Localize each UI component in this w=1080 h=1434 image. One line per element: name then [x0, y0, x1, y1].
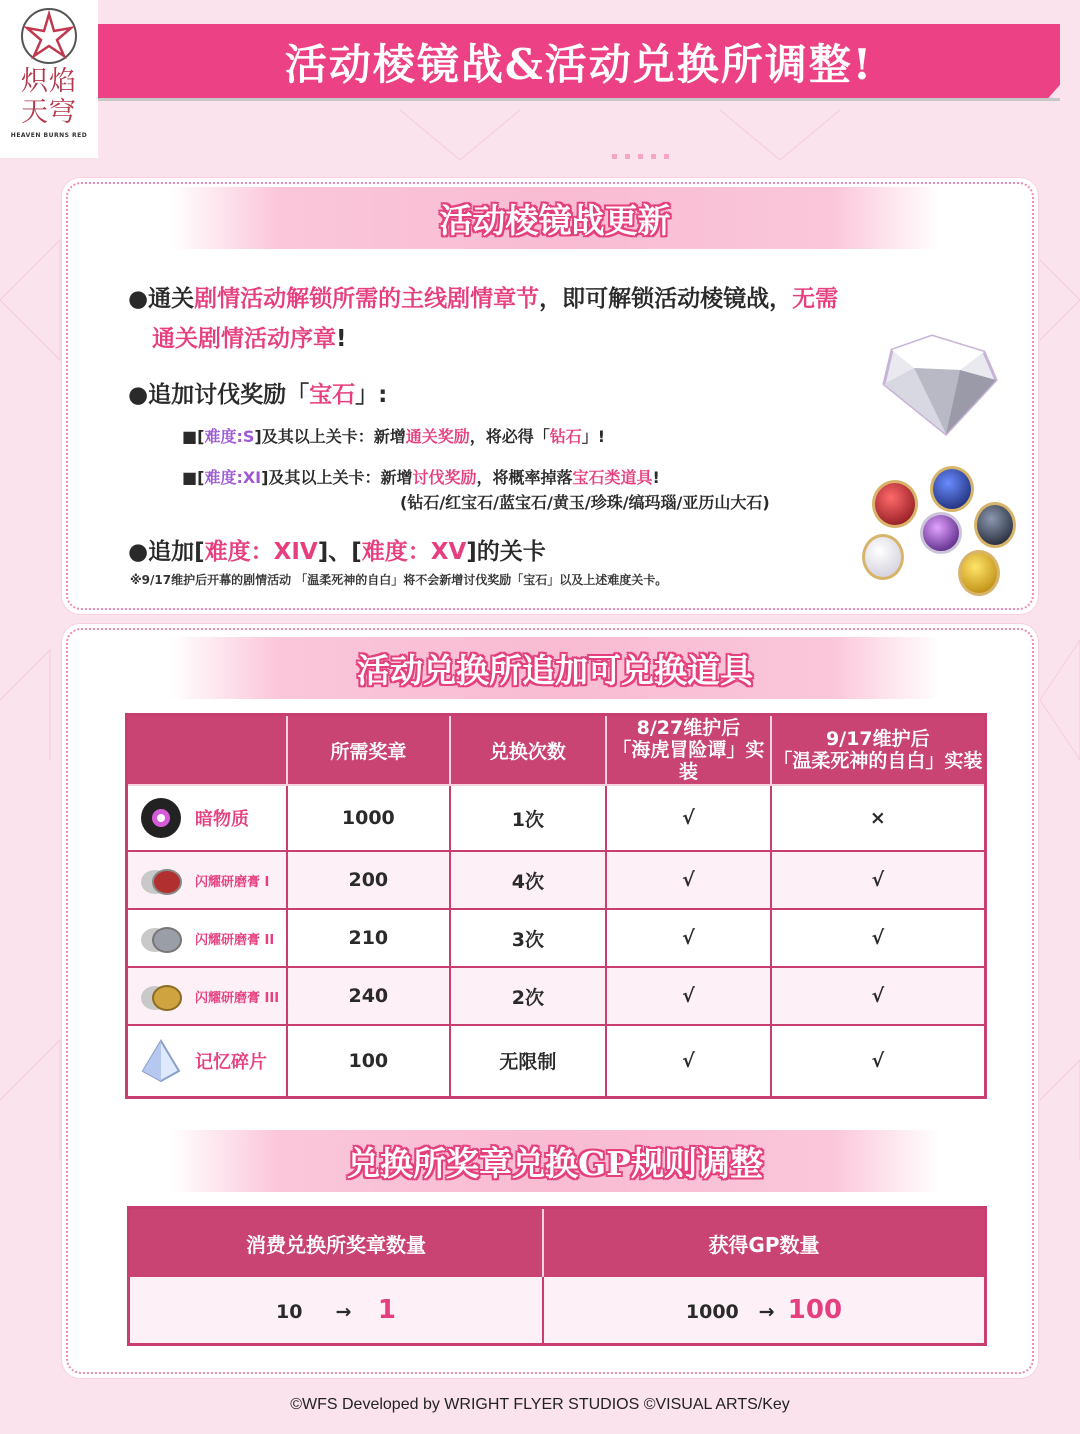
gem-list: (钻石/红宝石/蓝宝石/黄玉/珍珠/缟玛瑙/亚历山大石) — [400, 493, 770, 512]
gem-icon — [920, 512, 962, 554]
table-row: 10 → 1 1000 → 100 — [129, 1277, 986, 1345]
table-header-0827: 8/27维护后 「海虎冒险谭」实装 — [606, 715, 771, 786]
unlock-rule-line2: 通关剧情活动序章! — [152, 326, 347, 352]
logo-text-line1: 炽焰 — [21, 66, 77, 97]
rule-difficulty-xi: ■[难度:XI]及其以上关卡：新增讨伐奖励，将概率掉落宝石类道具! — [182, 468, 660, 487]
memory-shard-icon — [137, 1037, 185, 1085]
gp-header-gp: 获得GP数量 — [543, 1208, 986, 1278]
table-row: 闪耀研磨膏 I 200 4次 √ √ — [127, 851, 986, 909]
section3-title: 兑换所奖章兑换GP规则调整 — [347, 1143, 763, 1183]
decorative-dots — [612, 154, 669, 159]
gem-reward-heading: ●追加讨伐奖励「宝石」: — [128, 382, 388, 408]
table-row: 闪耀研磨膏 II 210 3次 √ √ — [127, 909, 986, 967]
gp-exchange-table — [127, 1206, 987, 1346]
new-difficulty-line: ●追加[难度：XIV]、[难度：XV]的关卡 — [128, 539, 546, 565]
diamond-icon — [872, 330, 1004, 440]
table-row: 记忆碎片 100 无限制 √ √ — [127, 1025, 986, 1097]
gem-icon — [872, 480, 918, 528]
table-row: 闪耀研磨膏 III 240 2次 √ √ — [127, 967, 986, 1025]
gem-icon — [958, 550, 1000, 596]
game-logo — [0, 0, 98, 158]
polish-tin-icon — [137, 856, 185, 904]
logo-subtitle: HEAVEN BURNS RED — [10, 132, 88, 139]
section3-header — [170, 1130, 940, 1192]
section2-header — [170, 637, 940, 699]
logo-star-icon — [19, 6, 79, 66]
exchange-items-table — [125, 713, 987, 1099]
unlock-rule-line1: ●通关剧情活动解锁所需的主线剧情章节，即可解锁活动棱镜战，无需 — [128, 286, 839, 312]
table-header-cost: 所需奖章 — [287, 715, 450, 786]
gp-header-medals: 消费兑换所奖章数量 — [129, 1208, 543, 1278]
gem-icon — [974, 502, 1016, 548]
rule-difficulty-s: ■[难度:S]及其以上关卡：新增通关奖励，将必得「钻石」! — [182, 427, 606, 446]
section1-title: 活动棱镜战更新 — [439, 200, 671, 240]
dark-matter-icon — [137, 794, 185, 842]
polish-tin-icon — [137, 972, 185, 1020]
maintenance-note: ※9/17维护后开幕的剧情活动 「温柔死神的自白」将不会新增讨伐奖励「宝石」以及上述难度关卡。 — [130, 573, 668, 587]
table-header-item — [127, 715, 288, 786]
table-row: 暗物质 1000 1次 √ × — [127, 785, 986, 851]
section1-header — [170, 187, 940, 249]
section2-title: 活动兑换所追加可兑换道具 — [357, 650, 753, 690]
table-header-times: 兑换次数 — [450, 715, 607, 786]
page-title: 活动棱镜战&活动兑换所调整! — [284, 40, 874, 89]
logo-text-line2: 天穹 — [21, 97, 77, 128]
table-header-0917: 9/17维护后 「温柔死神的自白」实装 — [771, 715, 986, 786]
gem-icon — [862, 534, 904, 580]
gem-icon — [930, 466, 974, 512]
copyright-footer: ©WFS Developed by WRIGHT FLYER STUDIOS ©VISUAL ARTS/Key — [290, 1396, 790, 1413]
polish-tin-icon — [137, 914, 185, 962]
